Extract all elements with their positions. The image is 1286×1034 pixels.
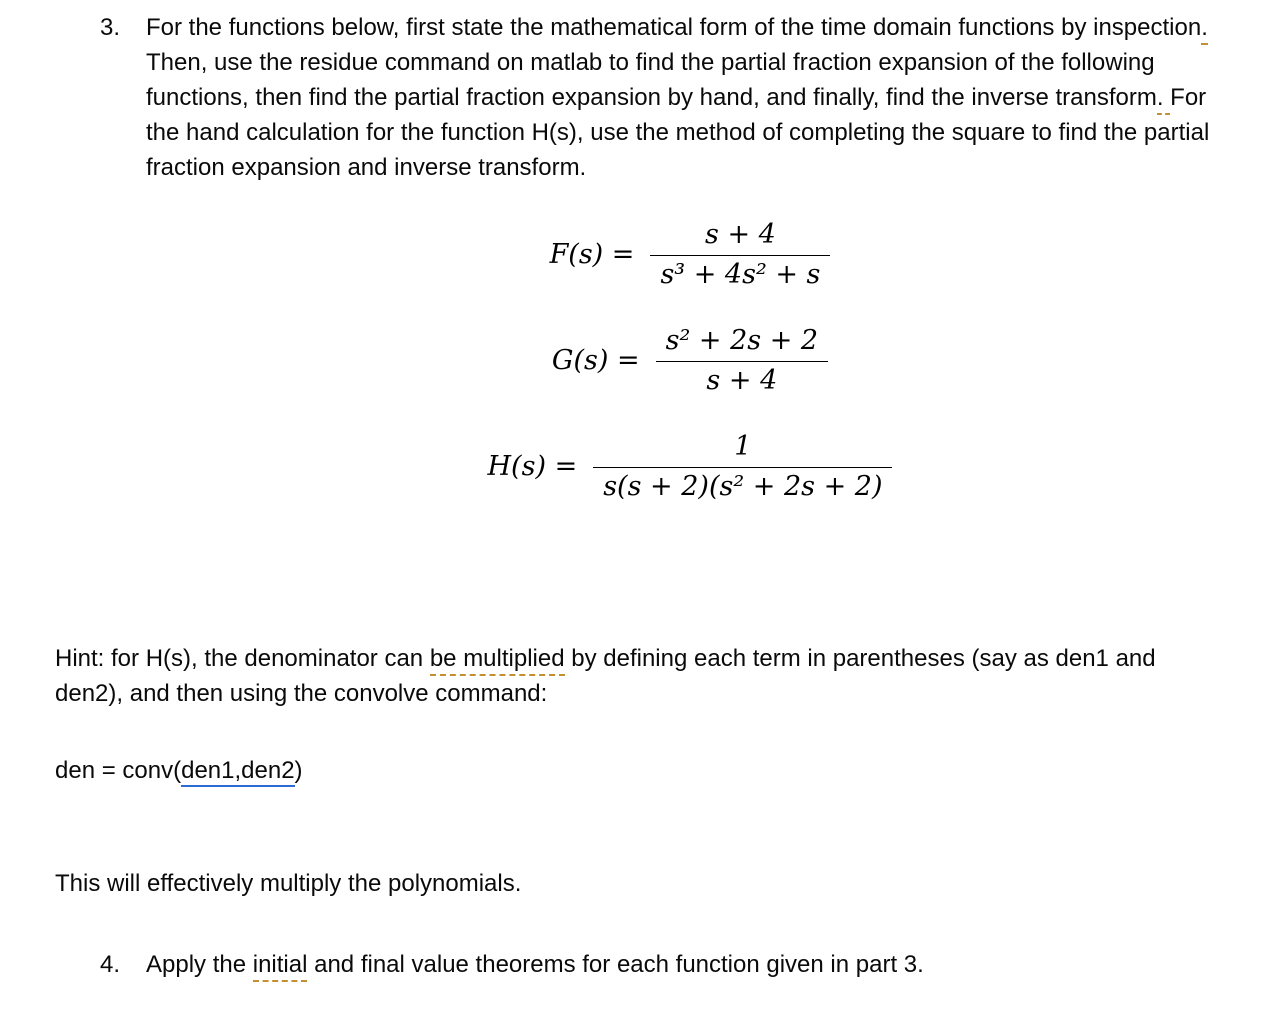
equation-block — [94, 219, 1286, 503]
hint-text-a: Hint: for H(s), the denominator can — [55, 645, 430, 672]
equation-G-fraction — [656, 325, 828, 397]
equation-H-numerator: 1 — [734, 431, 752, 463]
problem-3-number: 3. — [100, 14, 121, 41]
problem-4-number: 4. — [100, 951, 121, 978]
problem-4-text — [146, 947, 1224, 982]
equation-H-lhs: H(s) = — [487, 450, 578, 482]
problem-3-text-b: Then, use the residue command on matlab to find the partial fraction expansion of the following functions, then find the partial fraction expansion by hand, and finally, find the inverse transform — [146, 49, 1157, 111]
grammar-flag: den1,den2 — [181, 757, 294, 787]
equation-H-fraction — [593, 431, 892, 503]
problem-3-text — [146, 10, 1224, 185]
equation-G-lhs: G(s) = — [551, 344, 640, 376]
problem-3 — [100, 10, 1224, 185]
problem-4-text-b: and final value theorems for each function given in part 3. — [307, 951, 924, 978]
problem-3-text-a: For the functions below, first state the mathematical form of the time domain functions by inspection — [146, 14, 1202, 41]
hint-paragraph — [55, 641, 1216, 711]
note-paragraph: This will effectively multiply the polynomials. — [55, 870, 522, 897]
spellcheck-flag: . — [1157, 84, 1170, 115]
equation-H — [94, 431, 1286, 503]
spellcheck-flag: . — [1201, 14, 1208, 45]
problem-3-text-c: For the hand calculation for the function H(s), use the method of completing the square to find the partial fraction expansion and inverse transform. — [146, 84, 1210, 181]
equation-G-denominator: s + 4 — [656, 361, 828, 397]
equation-F-denominator: s³ + 4s² + s — [650, 255, 830, 291]
equation-F-lhs: F(s) = — [549, 238, 635, 270]
equation-F-numerator: s + 4 — [705, 219, 776, 251]
equation-H-denominator: s(s + 2)(s² + 2s + 2) — [593, 467, 892, 503]
equation-G-numerator: s² + 2s + 2 — [665, 325, 819, 357]
code-text-a: den = conv( — [55, 757, 182, 784]
document-page — [0, 10, 1286, 982]
code-text-b: ) — [294, 757, 303, 784]
equation-F — [94, 219, 1286, 291]
problem-4-text-a: Apply the — [146, 951, 253, 978]
equation-F-fraction — [650, 219, 830, 291]
equation-G — [94, 325, 1286, 397]
spellcheck-flag: be multiplied — [430, 645, 565, 676]
problem-4 — [100, 947, 1224, 982]
hint-text-b: by defining each term in parentheses (say as den1 and den2), and then using the convolve command: — [55, 645, 1156, 707]
spellcheck-flag: initial — [253, 951, 308, 982]
code-line — [55, 753, 1216, 788]
